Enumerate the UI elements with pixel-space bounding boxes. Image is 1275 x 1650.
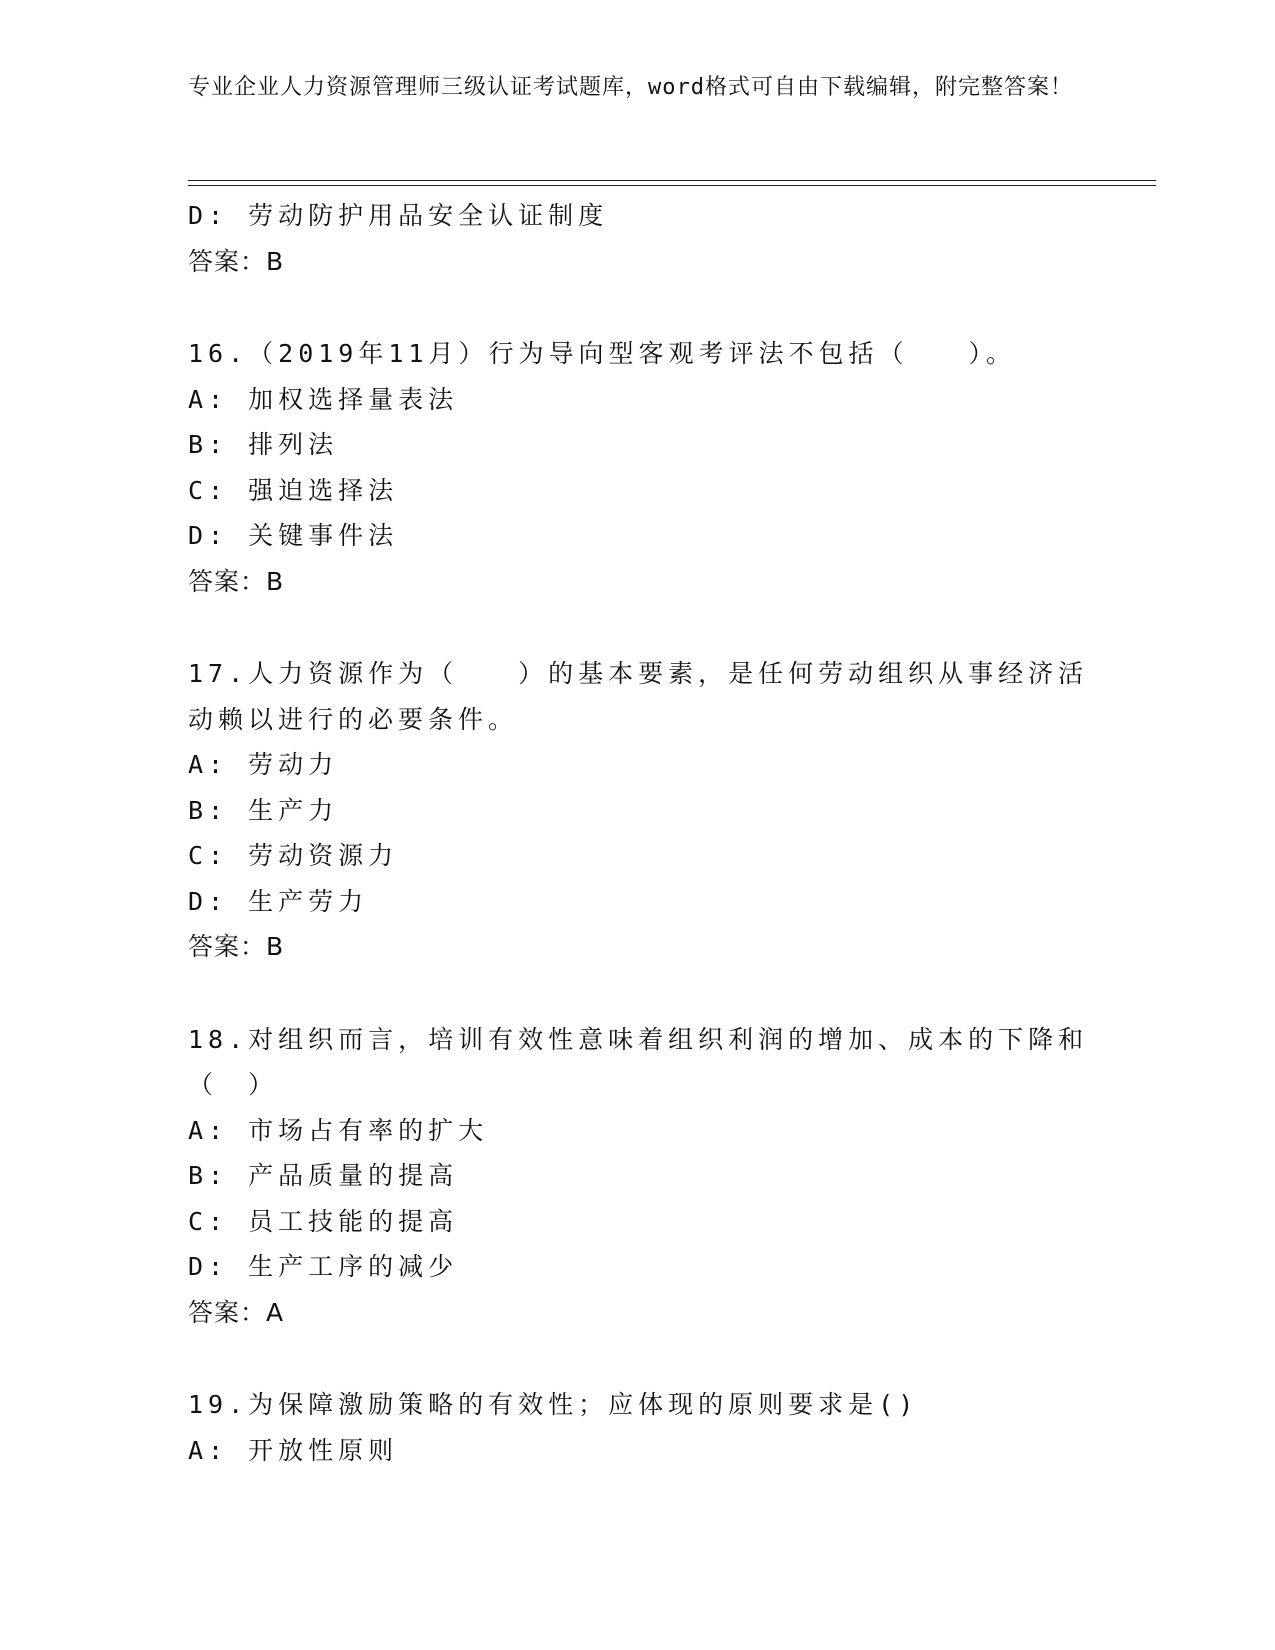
- question-text: 19.为保障激励策略的有效性；应体现的原则要求是(): [188, 1390, 919, 1419]
- option-a: A: 加权选择量表法: [188, 384, 459, 414]
- option-a: A: 开放性原则: [188, 1435, 399, 1465]
- option-a: A: 市场占有率的扩大: [188, 1115, 489, 1145]
- question-block-19: [188, 1382, 1108, 1473]
- answer: 答案：B: [188, 566, 285, 596]
- answer: 答案：B: [188, 932, 285, 961]
- header-rule-bottom: [188, 185, 1156, 186]
- option-b: B: 生产力: [188, 795, 339, 825]
- document-header: 专业企业人力资源管理师三级认证考试题库，word格式可自由下载编辑，附完整答案！: [188, 75, 1073, 100]
- question-block-16: [188, 331, 1108, 604]
- answer: 答案：B: [188, 246, 285, 276]
- option-d: D: 生产劳力: [188, 886, 369, 916]
- option-b: B: 产品质量的提高: [188, 1161, 459, 1190]
- question-text: 17.人力资源作为（ ）的基本要素，是任何劳动组织从事经济活动赖以进行的必要条件。: [188, 659, 1089, 734]
- question-block-17: [188, 651, 1108, 970]
- option-c: C: 员工技能的提高: [188, 1206, 459, 1236]
- question-block-18: [188, 1017, 1108, 1336]
- option-c: C: 劳动资源力: [188, 841, 399, 870]
- option-d: D: 劳动防护用品安全认证制度: [188, 201, 609, 230]
- option-a: A: 劳动力: [188, 750, 339, 779]
- option-d: D: 关键事件法: [188, 521, 399, 550]
- option-c: C: 强迫选择法: [188, 475, 399, 505]
- option-b: B: 排列法: [188, 430, 339, 459]
- question-list: [188, 193, 1108, 1473]
- question-block-15: [188, 193, 1108, 284]
- answer: 答案：A: [188, 1297, 285, 1327]
- option-d: D: 生产工序的减少: [188, 1252, 459, 1281]
- question-text: 16.（2019年11月）行为导向型客观考评法不包括（ ）。: [188, 339, 1016, 368]
- question-text: 18.对组织而言，培训有效性意味着组织利润的增加、成本的下降和（ ）: [188, 1024, 1089, 1099]
- header-rule-top: [188, 180, 1156, 181]
